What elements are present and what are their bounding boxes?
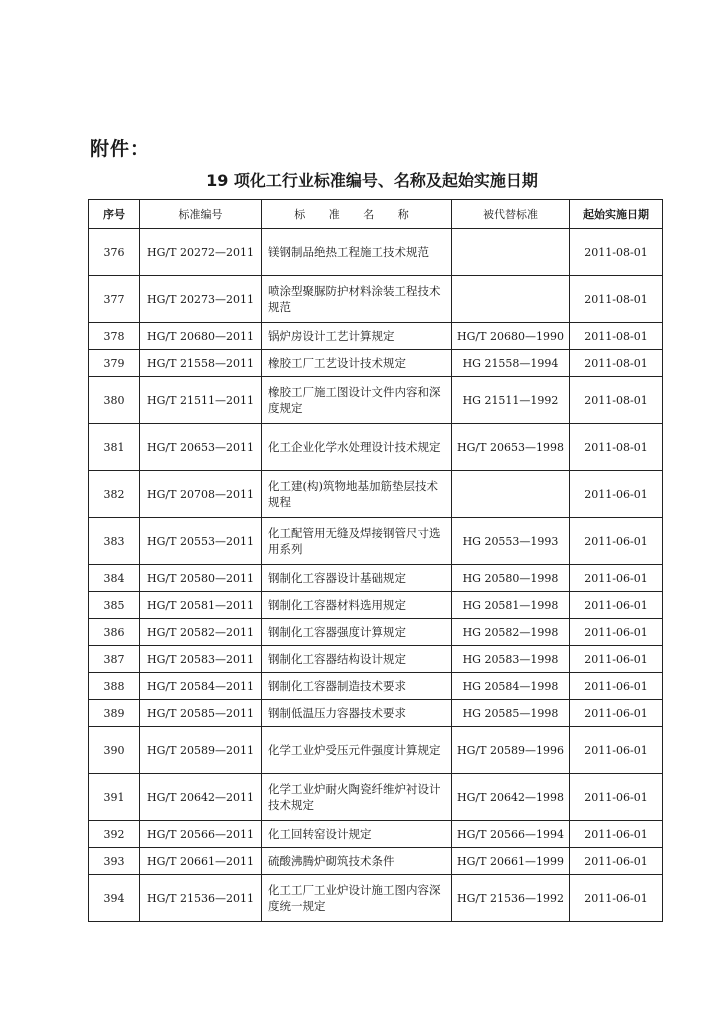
row-name: 钢制化工容器结构设计规定	[262, 646, 452, 673]
row-replaced: HG 20584—1998	[452, 673, 570, 700]
row-date: 2011-06-01	[570, 673, 663, 700]
table-row	[89, 229, 663, 276]
row-date: 2011-06-01	[570, 821, 663, 848]
table-row	[89, 673, 663, 700]
row-replaced: HG/T 20642—1998	[452, 774, 570, 821]
column-header-name: 标 准 名 称	[262, 200, 452, 229]
row-date: 2011-06-01	[570, 848, 663, 875]
row-seq: 394	[89, 875, 140, 922]
row-code: HG/T 20653—2011	[140, 424, 262, 471]
row-code: HG/T 20581—2011	[140, 592, 262, 619]
row-replaced	[452, 229, 570, 276]
table-row	[89, 619, 663, 646]
table-row	[89, 646, 663, 673]
table-row	[89, 875, 663, 922]
row-code: HG/T 20680—2011	[140, 323, 262, 350]
row-name: 橡胶工厂施工图设计文件内容和深度规定	[262, 377, 452, 424]
row-replaced: HG/T 20680—1990	[452, 323, 570, 350]
row-date: 2011-06-01	[570, 565, 663, 592]
row-seq: 382	[89, 471, 140, 518]
row-code: HG/T 20583—2011	[140, 646, 262, 673]
row-date: 2011-06-01	[570, 518, 663, 565]
row-name: 化工配管用无缝及焊接钢管尺寸选用系列	[262, 518, 452, 565]
row-code: HG/T 21511—2011	[140, 377, 262, 424]
row-name: 化工回转窑设计规定	[262, 821, 452, 848]
table-header-row	[89, 200, 663, 229]
standards-table	[88, 199, 663, 922]
row-date: 2011-08-01	[570, 229, 663, 276]
row-seq: 381	[89, 424, 140, 471]
row-name: 锅炉房设计工艺计算规定	[262, 323, 452, 350]
row-seq: 390	[89, 727, 140, 774]
row-seq: 385	[89, 592, 140, 619]
row-seq: 391	[89, 774, 140, 821]
row-code: HG/T 20661—2011	[140, 848, 262, 875]
row-seq: 378	[89, 323, 140, 350]
row-replaced: HG/T 20661—1999	[452, 848, 570, 875]
row-seq: 384	[89, 565, 140, 592]
row-code: HG/T 20272—2011	[140, 229, 262, 276]
row-code: HG/T 20589—2011	[140, 727, 262, 774]
row-code: HG/T 20566—2011	[140, 821, 262, 848]
row-seq: 376	[89, 229, 140, 276]
row-code: HG/T 20708—2011	[140, 471, 262, 518]
row-seq: 379	[89, 350, 140, 377]
row-replaced: HG/T 20589—1996	[452, 727, 570, 774]
table-row	[89, 592, 663, 619]
column-header-date: 起始实施日期	[570, 200, 663, 229]
table-row	[89, 700, 663, 727]
row-code: HG/T 20642—2011	[140, 774, 262, 821]
column-header-replaced: 被代替标准	[452, 200, 570, 229]
row-seq: 393	[89, 848, 140, 875]
table-row	[89, 276, 663, 323]
row-seq: 388	[89, 673, 140, 700]
table-row	[89, 377, 663, 424]
row-name: 化工工厂工业炉设计施工图内容深度统一规定	[262, 875, 452, 922]
row-replaced: HG 21558—1994	[452, 350, 570, 377]
row-seq: 389	[89, 700, 140, 727]
row-seq: 392	[89, 821, 140, 848]
table-row	[89, 424, 663, 471]
row-date: 2011-06-01	[570, 700, 663, 727]
row-seq: 386	[89, 619, 140, 646]
row-name: 化学工业炉耐火陶瓷纤维炉衬设计技术规定	[262, 774, 452, 821]
row-replaced: HG 20585—1998	[452, 700, 570, 727]
table-row	[89, 774, 663, 821]
row-replaced: HG 20582—1998	[452, 619, 570, 646]
row-date: 2011-08-01	[570, 323, 663, 350]
row-seq: 377	[89, 276, 140, 323]
row-seq: 383	[89, 518, 140, 565]
table-row	[89, 518, 663, 565]
table-row	[89, 821, 663, 848]
row-code: HG/T 20585—2011	[140, 700, 262, 727]
row-replaced: HG 20580—1998	[452, 565, 570, 592]
row-name: 钢制化工容器设计基础规定	[262, 565, 452, 592]
row-name: 喷涂型聚脲防护材料涂装工程技术规范	[262, 276, 452, 323]
table-row	[89, 565, 663, 592]
table-row	[89, 350, 663, 377]
row-replaced: HG/T 20653—1998	[452, 424, 570, 471]
row-replaced	[452, 471, 570, 518]
row-name: 橡胶工厂工艺设计技术规定	[262, 350, 452, 377]
row-code: HG/T 21536—2011	[140, 875, 262, 922]
row-code: HG/T 20553—2011	[140, 518, 262, 565]
row-code: HG/T 20580—2011	[140, 565, 262, 592]
table-row	[89, 727, 663, 774]
attachment-label: 附件：	[90, 138, 151, 160]
row-date: 2011-06-01	[570, 875, 663, 922]
row-code: HG/T 20584—2011	[140, 673, 262, 700]
row-name: 镁钢制品绝热工程施工技术规范	[262, 229, 452, 276]
row-date: 2011-06-01	[570, 646, 663, 673]
row-replaced: HG 21511—1992	[452, 377, 570, 424]
row-replaced: HG 20581—1998	[452, 592, 570, 619]
document-title: 19 项化工行业标准编号、名称及起始实施日期	[206, 171, 538, 190]
row-name: 钢制化工容器材料选用规定	[262, 592, 452, 619]
row-replaced	[452, 276, 570, 323]
table-row	[89, 323, 663, 350]
row-name: 钢制化工容器制造技术要求	[262, 673, 452, 700]
row-replaced: HG/T 20566—1994	[452, 821, 570, 848]
row-code: HG/T 20582—2011	[140, 619, 262, 646]
row-date: 2011-06-01	[570, 727, 663, 774]
row-name: 硫酸沸腾炉砌筑技术条件	[262, 848, 452, 875]
row-replaced: HG 20583—1998	[452, 646, 570, 673]
row-name: 化工建(构)筑物地基加筋垫层技术规程	[262, 471, 452, 518]
row-date: 2011-06-01	[570, 774, 663, 821]
row-seq: 387	[89, 646, 140, 673]
row-date: 2011-08-01	[570, 424, 663, 471]
row-code: HG/T 21558—2011	[140, 350, 262, 377]
row-date: 2011-08-01	[570, 276, 663, 323]
row-name: 钢制化工容器强度计算规定	[262, 619, 452, 646]
table-row	[89, 848, 663, 875]
row-code: HG/T 20273—2011	[140, 276, 262, 323]
row-name: 化工企业化学水处理设计技术规定	[262, 424, 452, 471]
table-row	[89, 471, 663, 518]
row-name: 钢制低温压力容器技术要求	[262, 700, 452, 727]
row-replaced: HG/T 21536—1992	[452, 875, 570, 922]
row-replaced: HG 20553—1993	[452, 518, 570, 565]
row-seq: 380	[89, 377, 140, 424]
row-name: 化学工业炉受压元件强度计算规定	[262, 727, 452, 774]
column-header-code: 标准编号	[140, 200, 262, 229]
row-date: 2011-08-01	[570, 377, 663, 424]
row-date: 2011-08-01	[570, 350, 663, 377]
row-date: 2011-06-01	[570, 471, 663, 518]
row-date: 2011-06-01	[570, 592, 663, 619]
row-date: 2011-06-01	[570, 619, 663, 646]
column-header-seq: 序号	[89, 200, 140, 229]
